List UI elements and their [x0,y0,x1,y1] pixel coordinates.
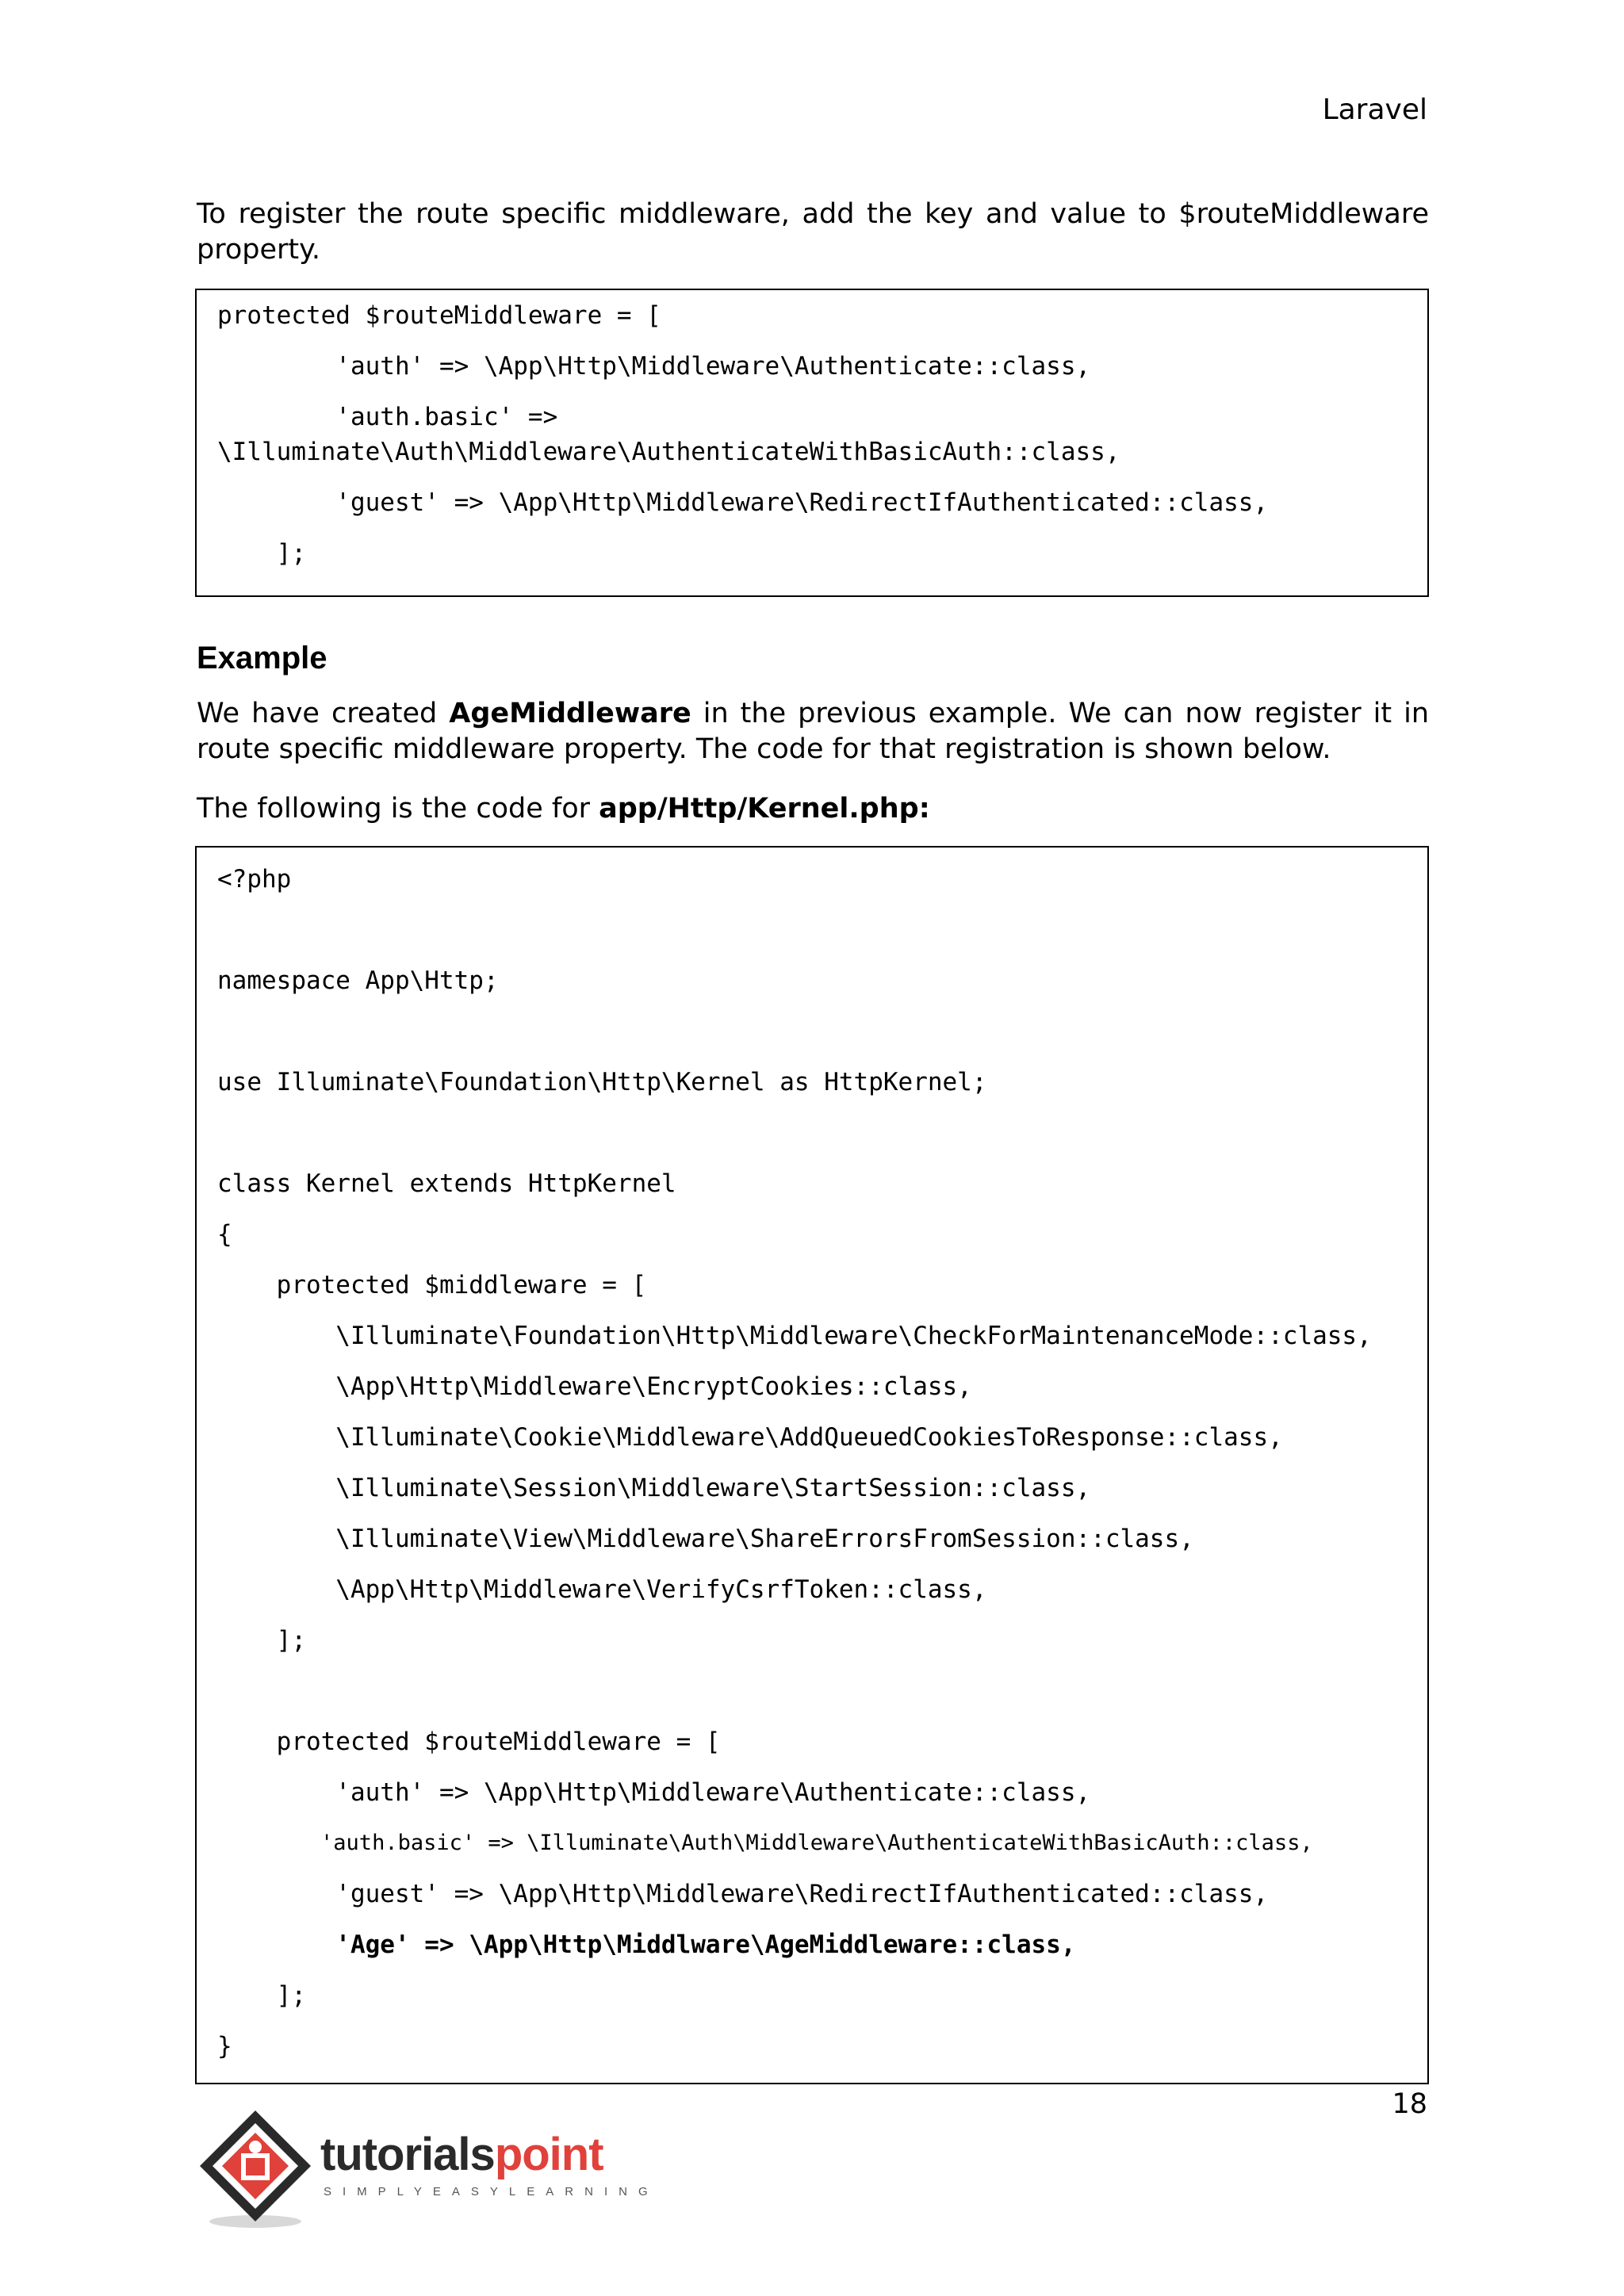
kernel-file-name: app/Http/Kernel.php: [599,793,930,825]
code-line: } [217,2032,232,2061]
example-text-end: in the previous example. We can now register it in route specific middleware property. The code for that registration is shown below. [197,698,1429,765]
code-line: 'auth' => \App\Http\Middleware\Authenticate::class, [217,352,1091,381]
code-line: 'auth' => \App\Http\Middleware\Authenticate::class, [217,1778,1091,1807]
code-line: 'auth.basic' => [217,403,558,431]
code-line: 'guest' => \App\Http\Middleware\RedirectIfAuthenticated::class, [217,488,1269,517]
code-line: namespace App\Http; [217,966,499,995]
code-line: ]; [217,1626,306,1655]
kernel-code-block [195,846,1429,2084]
logo-tagline: SIMPLYEASYLEARNING [324,2185,659,2198]
code-line: ]; [217,539,306,568]
code-line: \Illuminate\Cookie\Middleware\AddQueuedCookiesToResponse::class, [217,1423,1283,1452]
page-number: 18 [1392,2088,1427,2120]
route-middleware-code-block [195,289,1429,597]
code-line: { [217,1220,232,1249]
example-text-start: We have created [197,698,450,729]
code-line: protected $middleware = [ [217,1271,647,1299]
kernel-intro-text: The following is the code for [197,793,599,825]
running-header: Laravel [1322,94,1427,126]
code-line: \Illuminate\View\Middleware\ShareErrorsFromSession::class, [217,1525,1194,1553]
intro-paragraph: To register the route specific middleware, add the key and value to $routeMiddleware property. [197,198,1429,266]
section-heading: Example [197,641,327,675]
code-line: protected $routeMiddleware = [ [217,1728,721,1756]
code-line: use Illuminate\Foundation\Http\Kernel as HttpKernel; [217,1068,987,1096]
example-paragraph [197,696,1429,767]
class-name-highlight: AgeMiddleware [449,698,691,729]
code-line: ]; [217,1981,306,2010]
logo-wordmark: tutorialspoint [320,2129,603,2180]
code-line: <?php [217,865,292,894]
code-line: \App\Http\Middleware\VerifyCsrfToken::class, [217,1575,987,1604]
code-line: \Illuminate\Foundation\Http\Middleware\CheckForMaintenanceMode::class, [217,1322,1372,1350]
code-line: protected $routeMiddleware = [ [217,301,661,330]
code-line: class Kernel extends HttpKernel [217,1169,676,1198]
tutorialspoint-logo [193,2106,659,2233]
code-line-highlighted: 'Age' => \App\Http\Middlware\AgeMiddleware::class, [217,1931,1076,1959]
code-line: 'guest' => \App\Http\Middleware\RedirectIfAuthenticated::class, [217,1880,1269,1908]
logo-diamond-icon [193,2106,320,2233]
code-line: \Illuminate\Session\Middleware\StartSession::class, [217,1474,1091,1502]
code-line: \App\Http\Middleware\EncryptCookies::class, [217,1372,972,1401]
kernel-intro-paragraph [197,791,1429,827]
code-line: 'auth.basic' => \Illuminate\Auth\Middleware\AuthenticateWithBasicAuth::class, [217,1831,1313,1855]
code-line: \Illuminate\Auth\Middleware\AuthenticateWithBasicAuth::class, [217,438,1120,466]
